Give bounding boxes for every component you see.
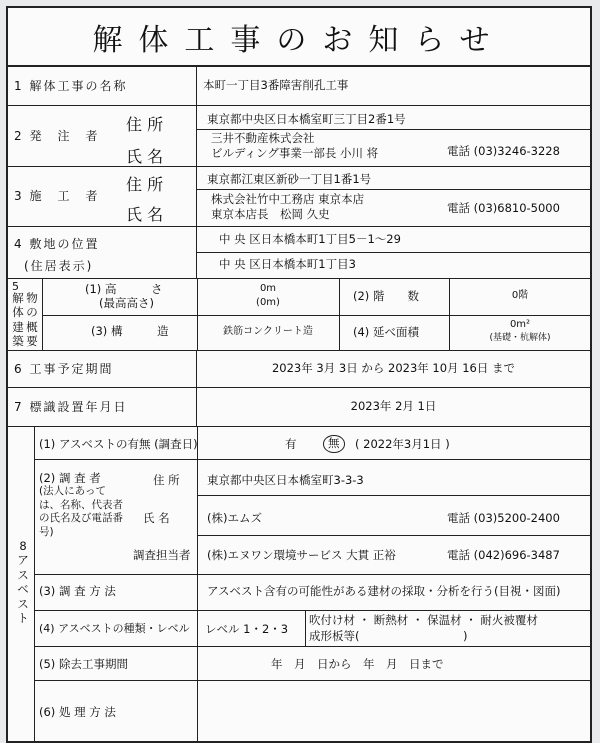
contractor-address: 東京都江東区新砂一丁目1番1号 (207, 172, 372, 186)
contractor-address-label: 住 所 (126, 175, 164, 194)
section5-number: 5 (12, 280, 19, 293)
client-name-line1: 三井不動産株式会社 (211, 131, 315, 145)
row-building-outline (8, 279, 590, 351)
label-contractor: 3 施 工 者 (14, 189, 100, 204)
label-schedule: 6 工事予定期間 (14, 361, 114, 376)
label-site-location: 4 敷地の位置 (14, 237, 100, 251)
client-values (196, 106, 590, 166)
row-sign-date (8, 388, 590, 427)
floors-value: 0階 (511, 290, 529, 301)
client-phone: 電話 (03)3246-3228 (447, 144, 560, 158)
value-sign-date: 2023年 2月 1日 (196, 388, 590, 426)
floors-label: (2) 階 数 (353, 289, 419, 303)
surveyor-phone: 電話 (03)5200-2400 (447, 511, 560, 525)
surveyor-label-note: (法人にあっては、名称、代表者の氏名及び電話番号) (39, 485, 123, 538)
label-project-name: 1 解体工事の名称 (14, 78, 128, 93)
section5-vertical-b: 物 の 概 要 (26, 291, 38, 349)
notice-board (6, 6, 592, 743)
asbestos-survey-date: ( 2022年3月1日 ) (355, 437, 450, 451)
value-project-name: 本町一丁目3番障害削孔工事 (196, 67, 590, 105)
row-client (8, 106, 590, 167)
height-label: (1) 高 さ (85, 282, 163, 296)
client-name-line2: ビルディング事業一部長 小川 将 (211, 146, 379, 160)
asbestos-present-option: 有 (285, 437, 297, 451)
asbestos-level: レベル 1・2・3 (205, 622, 289, 636)
investigator-phone: 電話 (042)696-3487 (447, 548, 560, 562)
section5-vertical-a: 解 体 建 築 (12, 291, 24, 349)
removal-period-value: 年 月 日から 年 月 日まで (271, 657, 444, 671)
removal-period-label: (5) 除去工事期間 (39, 657, 128, 671)
surveyor-address-label: 住 所 (153, 473, 180, 487)
contractor-name-line1: 株式会社竹中工務店 東京本店 (211, 192, 365, 206)
label-client: 2 発 注 者 (14, 128, 100, 143)
row-schedule (8, 351, 590, 388)
contractor-values (196, 167, 590, 226)
value-schedule: 2023年 3月 3日 から 2023年 10月 16日 まで (196, 351, 590, 387)
investigator-name: (株)エヌワン環境サービス 大貫 正裕 (207, 548, 396, 562)
survey-method-label: (3) 調 査 方 法 (39, 584, 116, 598)
site-values (196, 227, 590, 278)
contractor-name-label: 氏 名 (126, 205, 164, 224)
asbestos-vertical-label: 8 ア ス ベ ス ト (17, 539, 29, 625)
client-address: 東京都中央区日本橋室町三丁目2番1号 (207, 112, 406, 126)
asbestos-absent-circled: 無 (323, 435, 345, 453)
survey-method-value: アスベスト含有の可能性がある建材の採取・分析を行う(目視・図面) (207, 584, 561, 598)
structure-label: (3) 構 造 (91, 324, 169, 338)
row-site-location (8, 227, 590, 279)
investigator-label: 調査担当者 (133, 548, 191, 562)
client-name-label: 氏 名 (126, 147, 164, 166)
height-value: 0m (259, 283, 277, 294)
floor-area-label: (4) 延べ面積 (353, 325, 419, 339)
label-sign-date: 7 標識設置年月日 (14, 399, 128, 414)
surveyor-name-label: 氏 名 (143, 511, 170, 525)
height-value-max: (0m) (256, 297, 280, 308)
structure-value: 鉄筋コンクリート造 (223, 326, 313, 337)
treatment-method-label: (6) 処 理 方 法 (39, 705, 116, 719)
surveyor-name: (株)エムズ (207, 511, 262, 525)
surveyor-label: (2) 調 査 者 (39, 471, 101, 485)
row-contractor (8, 167, 590, 227)
height-label-sub: (最高高さ) (99, 296, 154, 310)
page-title: 解体工事のお知らせ (8, 8, 590, 67)
asbestos-type-label: (4) アスベストの種類・レベル (39, 622, 190, 635)
site-line2: 中 央 区日本橋本町1丁目3 (219, 257, 356, 271)
client-address-label: 住 所 (126, 115, 164, 134)
row-project-name (8, 67, 590, 106)
site-line1: 中 央 区日本橋本町1丁目5－1～29 (219, 232, 401, 246)
asbestos-types-line1: 吹付け材 ・ 断熱材 ・ 保温材 ・ 耐火被覆材 (309, 613, 538, 627)
contractor-name-line2: 東京本店長 松岡 久史 (211, 207, 330, 221)
contractor-phone: 電話 (03)6810-5000 (447, 201, 560, 215)
asbestos-types-line2: 成形板等( ) (309, 629, 468, 643)
label-residence-display: (住居表示) (24, 259, 94, 273)
floor-area-value: 0m² (509, 319, 531, 330)
asbestos-presence-label: (1) アスベストの有無 (調査日) (39, 437, 198, 451)
surveyor-address: 東京都中央区日本橋室町3-3-3 (207, 473, 364, 487)
floor-area-note: (基礎・杭解体) (489, 333, 551, 343)
section-asbestos (8, 427, 590, 741)
